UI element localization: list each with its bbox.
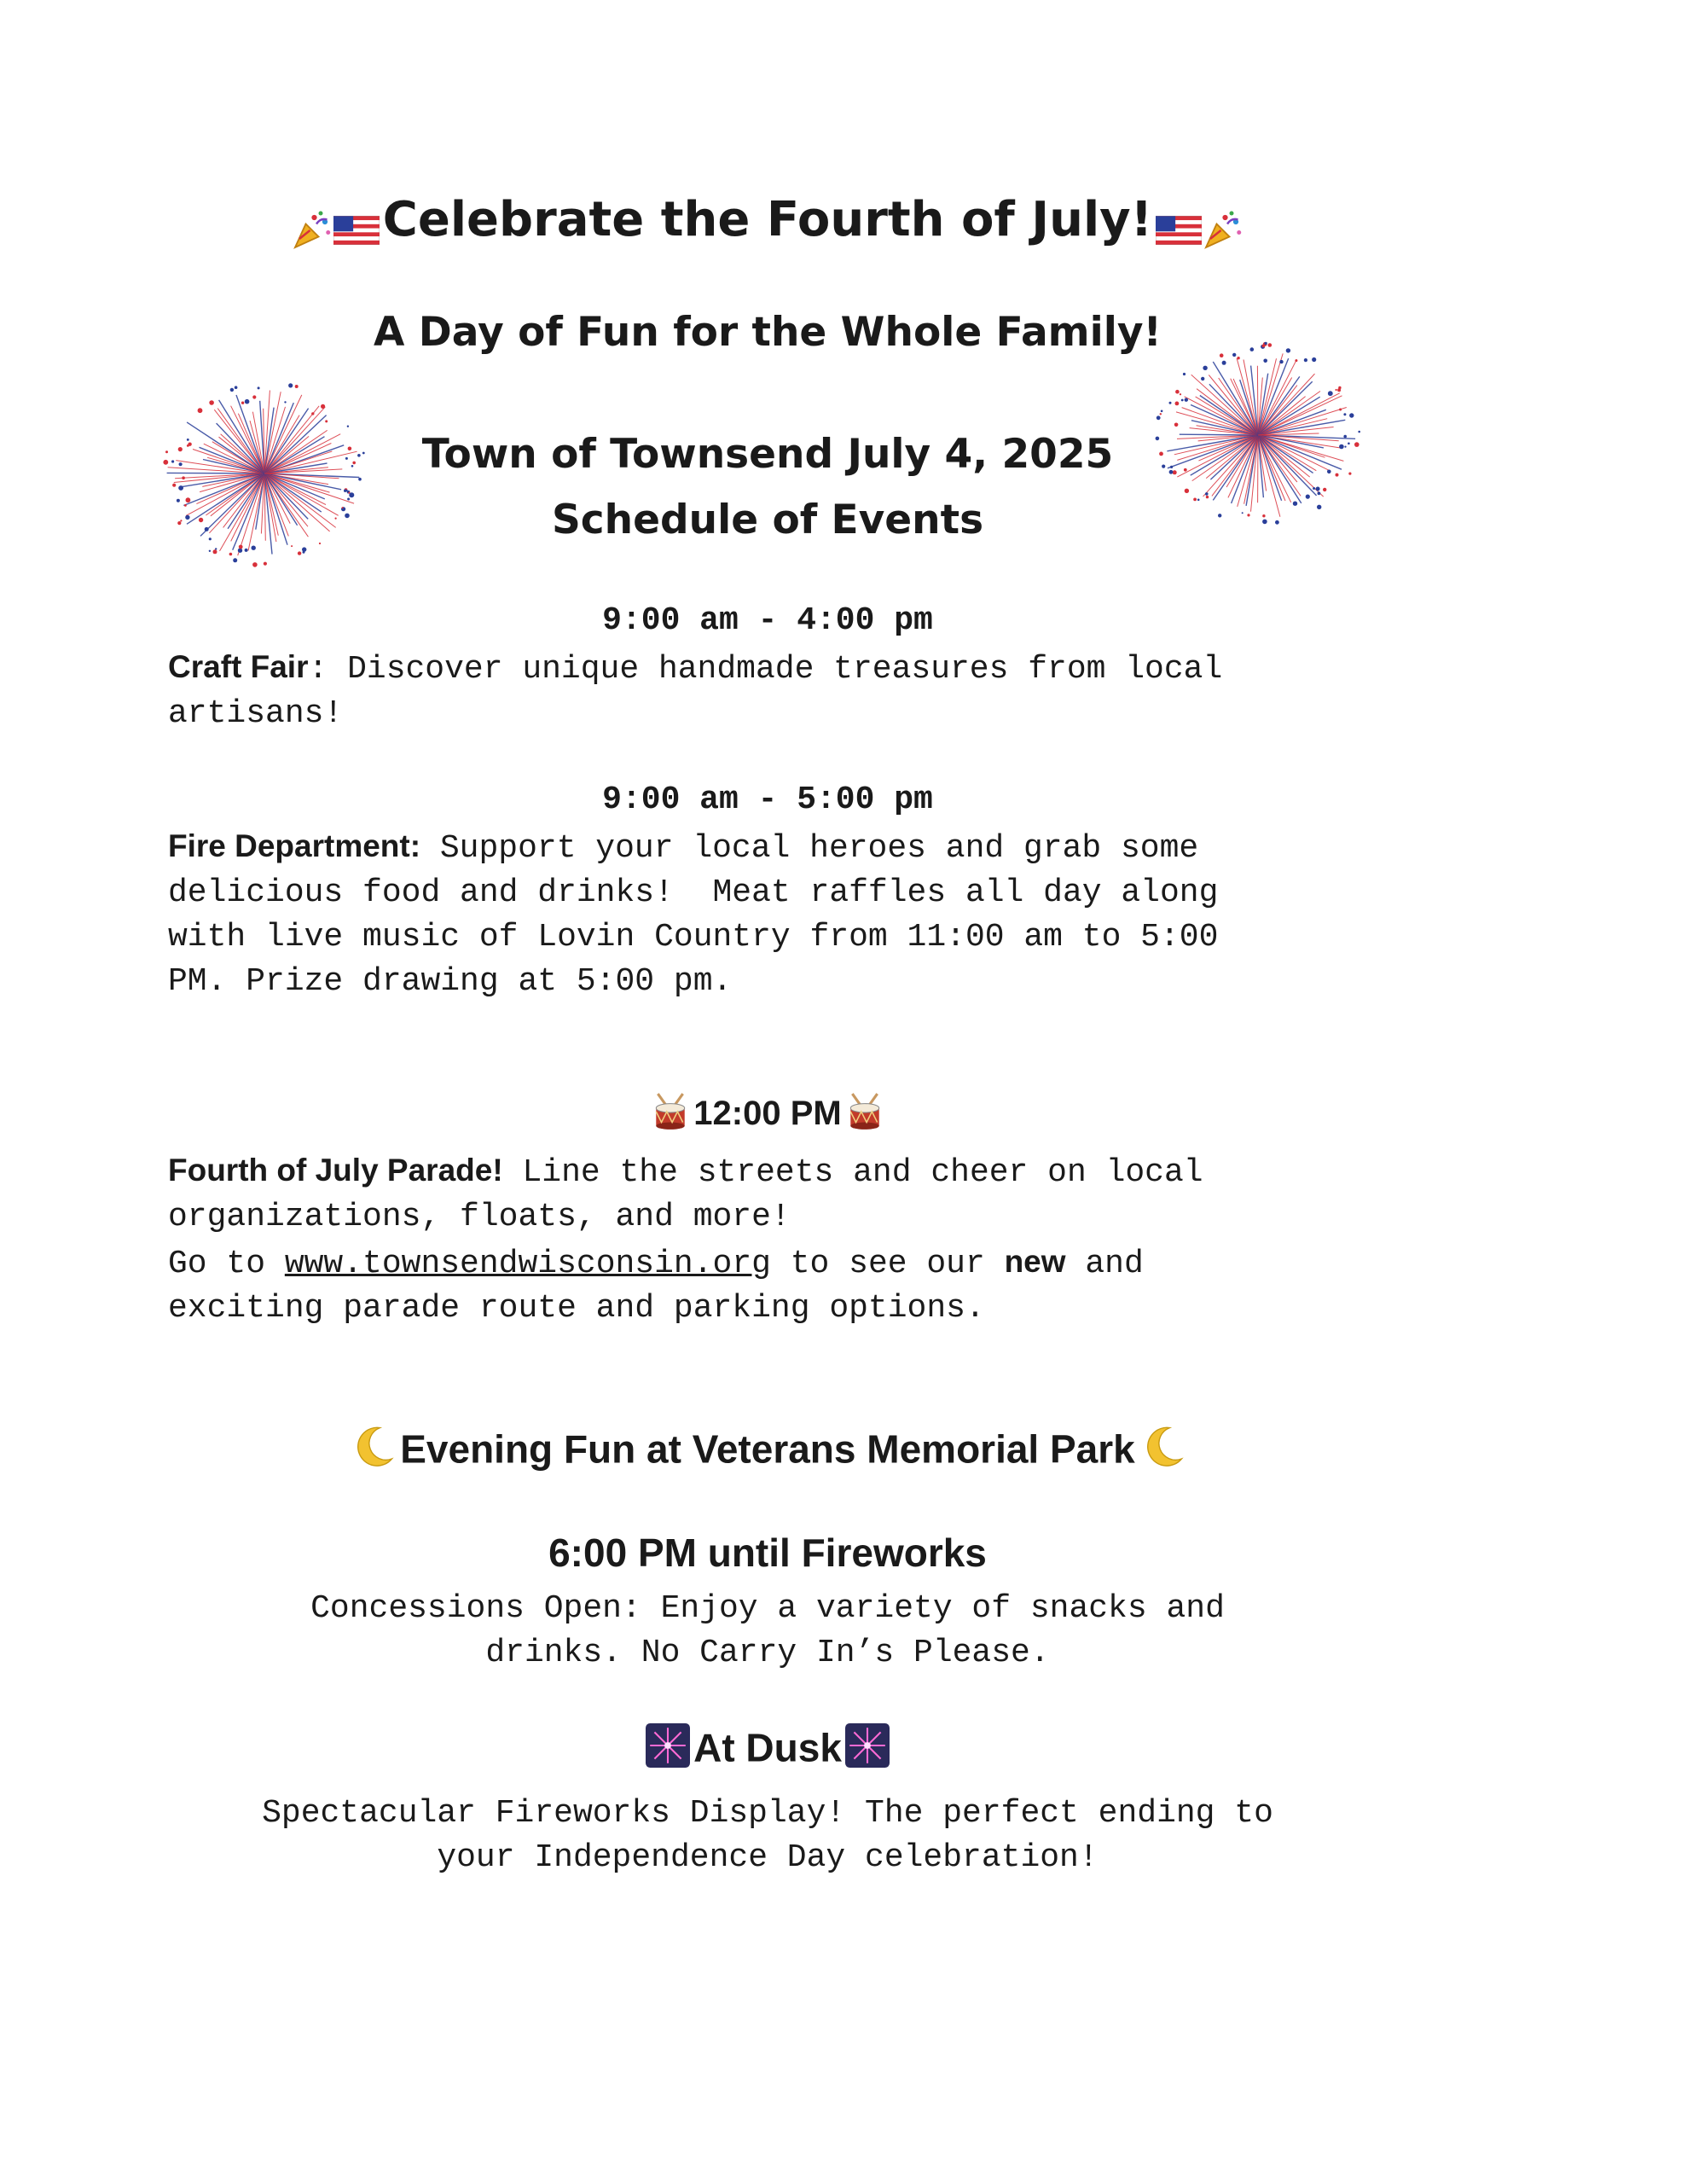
page-title: Celebrate the Fourth of July!: [382, 192, 1153, 247]
townsend-website-link[interactable]: www.townsendwisconsin.org: [284, 1246, 771, 1282]
parade-text: exciting parade route and parking options.: [168, 1290, 985, 1327]
parade-text: organizations, floats, and more!: [168, 1199, 791, 1235]
fire-department-time: 9:00 am - 5:00 pm: [602, 781, 933, 818]
craft-fair-label: Craft Fair: [168, 649, 309, 684]
fire-department-label: Fire Department:: [168, 828, 421, 863]
fire-department-text: delicious food and drinks! Meat raffles all day along: [168, 874, 1219, 911]
craft-fair-block: [168, 645, 1222, 736]
evening-heading: Evening Fun at Veterans Memorial Park: [400, 1426, 1135, 1472]
concessions-text: [0, 1587, 1535, 1676]
fireworks-icon: [646, 1723, 690, 1772]
drum-icon: [845, 1092, 884, 1136]
town-date-line: Town of Townsend July 4, 2025: [421, 431, 1114, 478]
parade-block: [168, 1148, 1203, 1331]
party-popper-icon: [1202, 209, 1244, 256]
evening-heading-row: [0, 1423, 1535, 1475]
fireworks-line: Spectacular Fireworks Display! The perfect ending to: [262, 1795, 1273, 1832]
fire-department-text: with live music of Lovin Country from 11:00 am to 5:00: [168, 919, 1219, 956]
dusk-heading-row: [0, 1723, 1535, 1772]
dusk-heading: At Dusk: [693, 1725, 842, 1770]
concessions-line: Concessions Open: Enjoy a variety of snacks and: [310, 1590, 1225, 1627]
fireworks-icon: [845, 1723, 890, 1772]
fireworks-text: [0, 1792, 1535, 1880]
parade-text: Go to: [168, 1246, 285, 1282]
page-title-row: [0, 192, 1535, 256]
craft-fair-text: : Discover unique handmade treasures from local: [308, 651, 1223, 688]
craft-fair-time: 9:00 am - 4:00 pm: [602, 602, 933, 639]
us-flag-icon: [1156, 213, 1202, 252]
concessions-line: drinks. No Carry In’s Please.: [485, 1635, 1050, 1671]
parade-text: and: [1065, 1246, 1144, 1282]
crescent-moon-icon: [1139, 1423, 1186, 1475]
fire-department-text: PM. Prize drawing at 5:00 pm.: [168, 963, 733, 1000]
parade-time: 12:00 PM: [693, 1095, 842, 1132]
party-popper-icon: [291, 209, 333, 256]
fire-department-block: [168, 824, 1218, 1004]
parade-time-row: [0, 1092, 1535, 1136]
schedule-heading: Schedule of Events: [551, 497, 984, 543]
drum-icon: [651, 1092, 690, 1136]
new-emphasis: new: [1004, 1244, 1066, 1279]
evening-time: 6:00 PM until Fireworks: [548, 1531, 987, 1575]
parade-text: to see our: [770, 1246, 1005, 1282]
fire-department-text: Support your local heroes and grab some: [420, 830, 1199, 867]
us-flag-icon: [333, 213, 380, 252]
parade-label: Fourth of July Parade!: [168, 1153, 503, 1188]
parade-text: Line the streets and cheer on local: [502, 1154, 1203, 1191]
tagline: A Day of Fun for the Whole Family!: [374, 309, 1162, 356]
crescent-moon-icon: [349, 1423, 397, 1475]
fireworks-line: your Independence Day celebration!: [437, 1839, 1099, 1876]
craft-fair-text: artisans!: [168, 695, 344, 732]
